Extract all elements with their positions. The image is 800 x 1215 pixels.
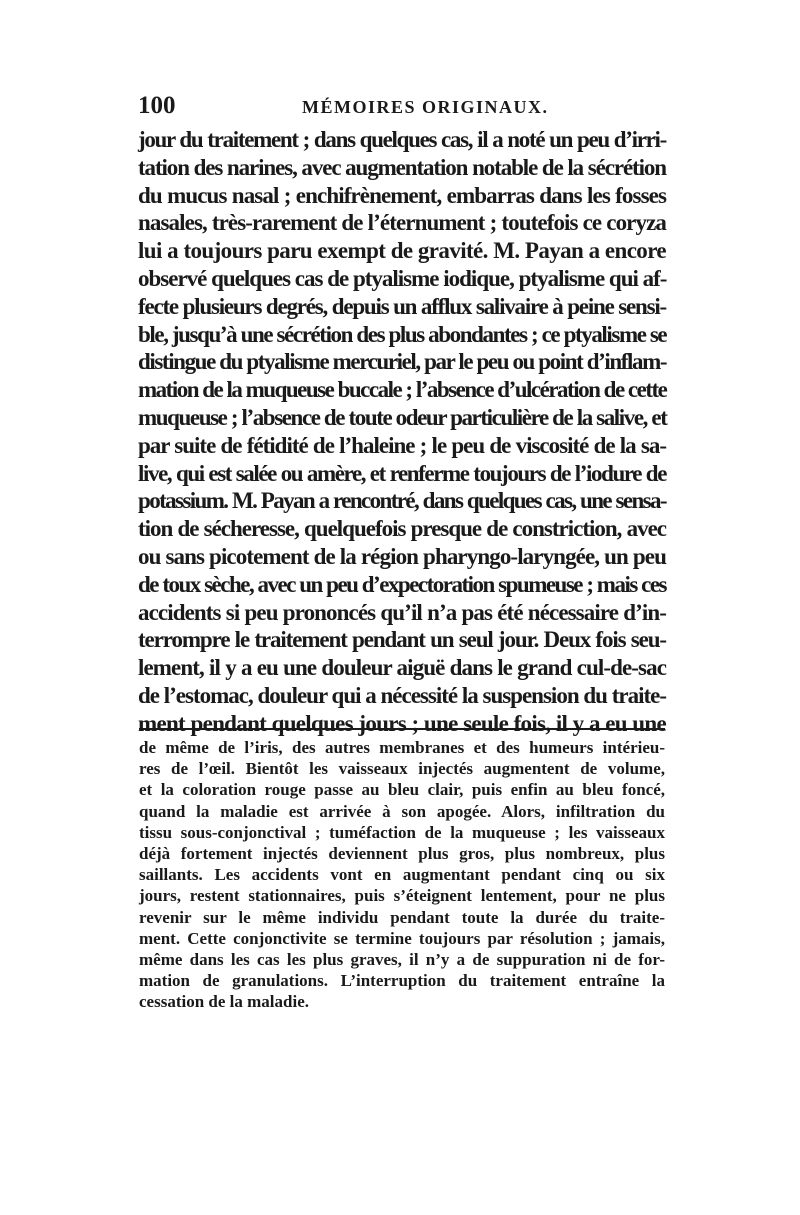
body-line: distingue du ptyalisme mercuriel, par le peu ou point d’inflam- [138,349,667,375]
body-line: accidents si peu prononcés qu’il n’a pas été nécessaire d’in- [138,599,666,625]
footnote-line: revenir sur le même individu pendant toute la durée du traite- [139,907,665,927]
body-line: jour du traitement ; dans quelques cas, il a noté un peu d’irri- [138,127,666,152]
body-line: lement, il y a eu une douleur aiguë dans le grand cul-de-sac [138,655,666,681]
body-line: terrompre le traitement pendant un seul jour. Deux fois seu- [138,627,666,653]
body-line: nasales, très-rarement de l’éternument ; toutefois ce coryza [138,210,666,236]
footnote-text [139,737,665,1013]
page-number: 100 [138,92,176,119]
body-line: ment pendant quelques jours ; une seule fois, il y a eu une [138,710,666,736]
footnote-line: cessation de la maladie. [139,992,309,1012]
footnote-line: tissu sous-conjonctival ; tuméfaction de la muqueuse ; les vaisseaux [139,822,665,842]
body-line: live, qui est salée ou amère, et renferme toujours de l’iodure de [138,460,666,486]
body-line: mation de la muqueuse buccale ; l’absence d’ulcération de cette [138,377,667,403]
body-line: par suite de fétidité de l’haleine ; le peu de viscosité de la sa- [138,432,666,458]
body-line: potassium. M. Payan a rencontré, dans quelques cas, une sensa- [138,488,666,514]
body-line: tation des narines, avec augmentation notable de la sécrétion [138,154,666,180]
footnote-line: même dans les cas les plus graves, il n’y a de suppuration ni de for- [139,950,665,970]
body-line: fecte plusieurs degrés, depuis un afflux salivaire à peine sensi- [138,293,666,319]
body-line: de l’estomac, douleur qui a nécessité la suspension du traite- [138,682,666,708]
footnote-line: mation de granulations. L’interruption du traitement entraîne la [139,971,665,991]
footnote-line: jours, restent stationnaires, puis s’éteignent lentement, pour ne plus [139,886,665,906]
footnote-line: de même de l’iris, des autres membranes et des humeurs intérieu- [139,738,665,757]
page-header [138,92,666,126]
footnote-line: saillants. Les accidents vont en augmentant pendant cinq ou six [139,865,665,885]
footnote-line: ment. Cette conjonctivite se termine toujours par résolution ; jamais, [139,928,665,948]
body-line: muqueuse ; l’absence de toute odeur particulière de la salive, et [138,404,667,430]
footnote-line: déjà fortement injectés deviennent plus gros, plus nombreux, plus [139,844,665,864]
running-title: MÉMOIRES ORIGINAUX. [302,97,549,117]
body-line: de toux sèche, avec un peu d’expectoration spumeuse ; mais ces [138,571,666,597]
footnote-line: quand la maladie est arrivée à son apogée. Alors, infiltration du [139,801,665,821]
body-line: ou sans picotement de la région pharyngo-laryngée, un peu [138,543,666,569]
body-line: tion de sécheresse, quelquefois presque de constriction, avec [138,516,666,542]
body-line: du mucus nasal ; enchifrènement, embarras dans les fosses [138,182,666,208]
footnote-separator [139,728,665,730]
body-line: lui a toujours paru exempt de gravité. M. Payan a encore [138,238,666,264]
footnote-line: et la coloration rouge passe au bleu clair, puis enfin au bleu foncé, [139,780,665,800]
body-line: observé quelques cas de ptyalisme iodique, ptyalisme qui af- [138,265,667,291]
body-line: ble, jusqu’à une sécrétion des plus abondantes ; ce ptyalisme se [138,321,667,347]
body-text [138,126,666,738]
footnote-line: res de l’œil. Bientôt les vaisseaux injectés augmentent de volume, [139,759,665,779]
